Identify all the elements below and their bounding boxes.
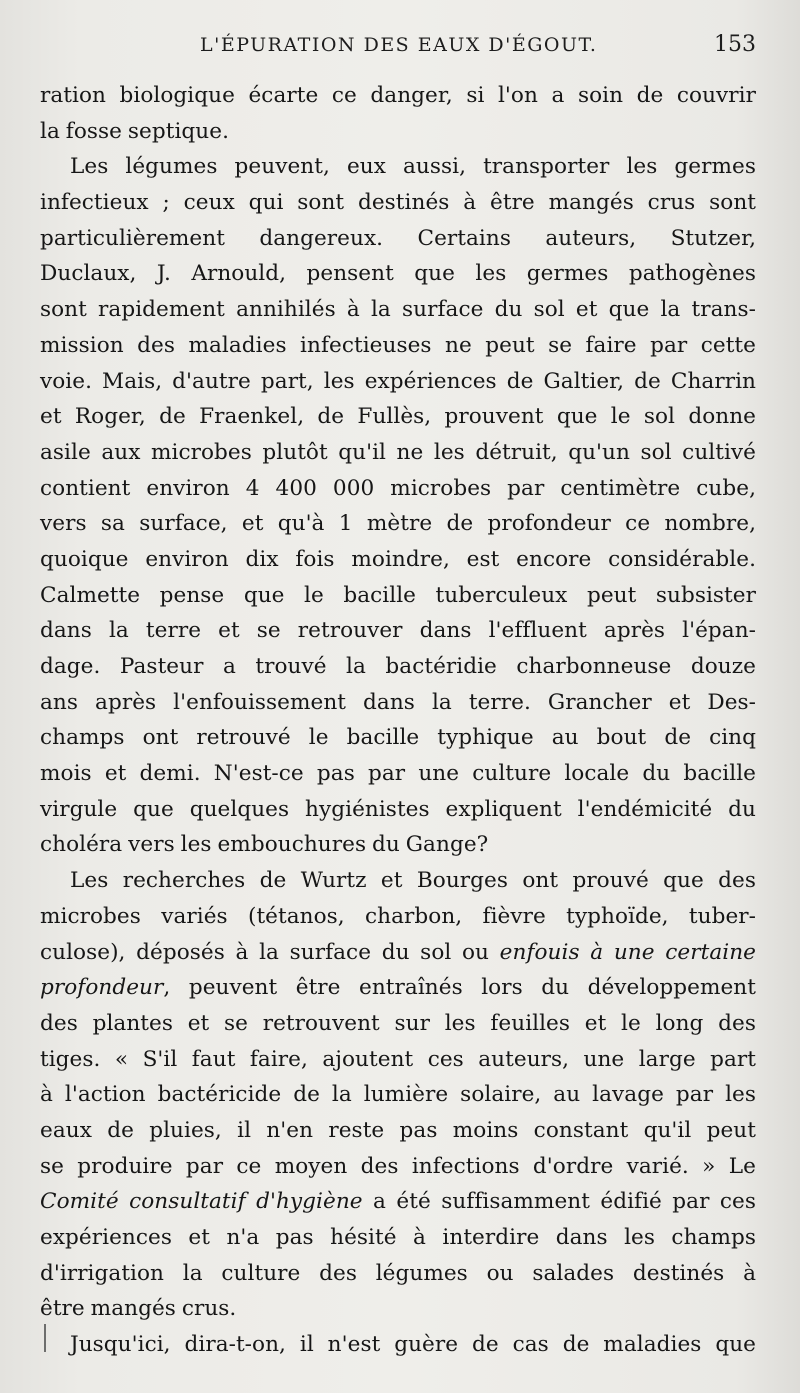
- text-line: dans la terre et se retrouver dans l'effluent après l'épan-: [40, 618, 756, 644]
- text-line: choléra vers les embouchures du Gange?: [40, 832, 489, 858]
- page-number: 153: [714, 32, 756, 57]
- text-line: ans après l'enfouissement dans la terre. Grancher et Des-: [40, 689, 756, 715]
- text-line: dage. Pasteur a trouvé la bactéridie charbonneuse douze: [40, 654, 756, 679]
- page-header: [40, 34, 756, 66]
- text-line: expériences et n'a pas hésité à interdire dans les champs: [40, 1225, 756, 1250]
- text-line: quoique environ dix fois moindre, est encore considérable.: [40, 546, 756, 572]
- text-line-mixed: [40, 970, 756, 1006]
- text-line: mission des maladies infectieuses ne peut se faire par cette: [40, 332, 756, 358]
- paragraph-1: [40, 78, 756, 149]
- italic-run: enfouis à une certaine: [499, 939, 756, 965]
- text-line: Duclaux, J. Arnould, pensent que les germes pathogènes: [40, 261, 756, 287]
- text-line: eaux de pluies, il n'en reste pas moins constant qu'il peut: [40, 1117, 756, 1143]
- text-line: infectieux ; ceux qui sont destinés à être mangés crus sont: [40, 190, 756, 216]
- margin-pencil-mark: [44, 1324, 46, 1352]
- text-line: virgule que quelques hygiénistes expliquent l'endémicité du: [40, 796, 756, 822]
- running-title: L'ÉPURATION DES EAUX D'ÉGOUT.: [200, 34, 598, 56]
- text-line: Calmette pense que le bacille tuberculeux peut subsister: [40, 582, 756, 608]
- text-line: vers sa surface, et qu'à 1 mètre de profondeur ce nombre,: [40, 511, 756, 537]
- paragraph-4: [40, 1327, 756, 1363]
- text-line: ration biologique écarte ce danger, si l'on a soin de couvrir: [40, 83, 756, 108]
- text-line: Les recherches de Wurtz et Bourges ont prouvé que des: [70, 868, 756, 894]
- text-line: particulièrement dangereux. Certains auteurs, Stutzer,: [40, 225, 756, 251]
- text-run: culose), déposés à la surface du sol ou: [40, 939, 489, 965]
- text-line: voie. Mais, d'autre part, les expériences de Galtier, de Charrin: [40, 368, 756, 394]
- italic-run: profondeur: [40, 975, 164, 1001]
- text-line: se produire par ce moyen des infections d'ordre varié. » Le: [40, 1153, 756, 1179]
- text-run: , peuvent être entraînés lors du développement: [163, 975, 756, 1001]
- paragraph-3: [40, 863, 756, 1327]
- text-line: tiges. « S'il faut faire, ajoutent ces auteurs, une large part: [40, 1046, 756, 1072]
- text-line: champs ont retrouvé le bacille typhique au bout de cinq: [40, 725, 756, 751]
- body-text: [40, 78, 756, 1363]
- text-run: a été suffisamment édifié par ces: [362, 1189, 756, 1215]
- paragraph-2: [40, 149, 756, 863]
- text-line: mois et demi. N'est-ce pas par une culture locale du bacille: [40, 761, 756, 787]
- text-line: microbes variés (tétanos, charbon, fièvre typhoïde, tuber-: [40, 903, 756, 929]
- text-line: Les légumes peuvent, eux aussi, transporter les germes: [70, 154, 756, 180]
- text-line: être mangés crus.: [40, 1296, 237, 1322]
- text-line: contient environ 4 400 000 microbes par centimètre cube,: [40, 475, 756, 501]
- text-line-mixed: [40, 935, 756, 971]
- text-line: d'irrigation la culture des légumes ou salades destinés à: [40, 1260, 756, 1286]
- text-line: Jusqu'ici, dira-t-on, il n'est guère de cas de maladies que: [70, 1332, 756, 1358]
- text-line: et Roger, de Fraenkel, de Fullès, prouvent que le sol donne: [40, 404, 756, 430]
- text-line-mixed: [40, 1184, 756, 1220]
- text-line: la fosse septique.: [40, 118, 229, 144]
- text-line: sont rapidement annihilés à la surface du sol et que la trans-: [40, 297, 756, 323]
- text-line: asile aux microbes plutôt qu'il ne les détruit, qu'un sol cultivé: [40, 439, 756, 465]
- text-line: à l'action bactéricide de la lumière solaire, au lavage par les: [40, 1082, 756, 1108]
- text-line: des plantes et se retrouvent sur les feuilles et le long des: [40, 1010, 756, 1036]
- italic-run: Comité consultatif d'hygiène: [40, 1189, 363, 1215]
